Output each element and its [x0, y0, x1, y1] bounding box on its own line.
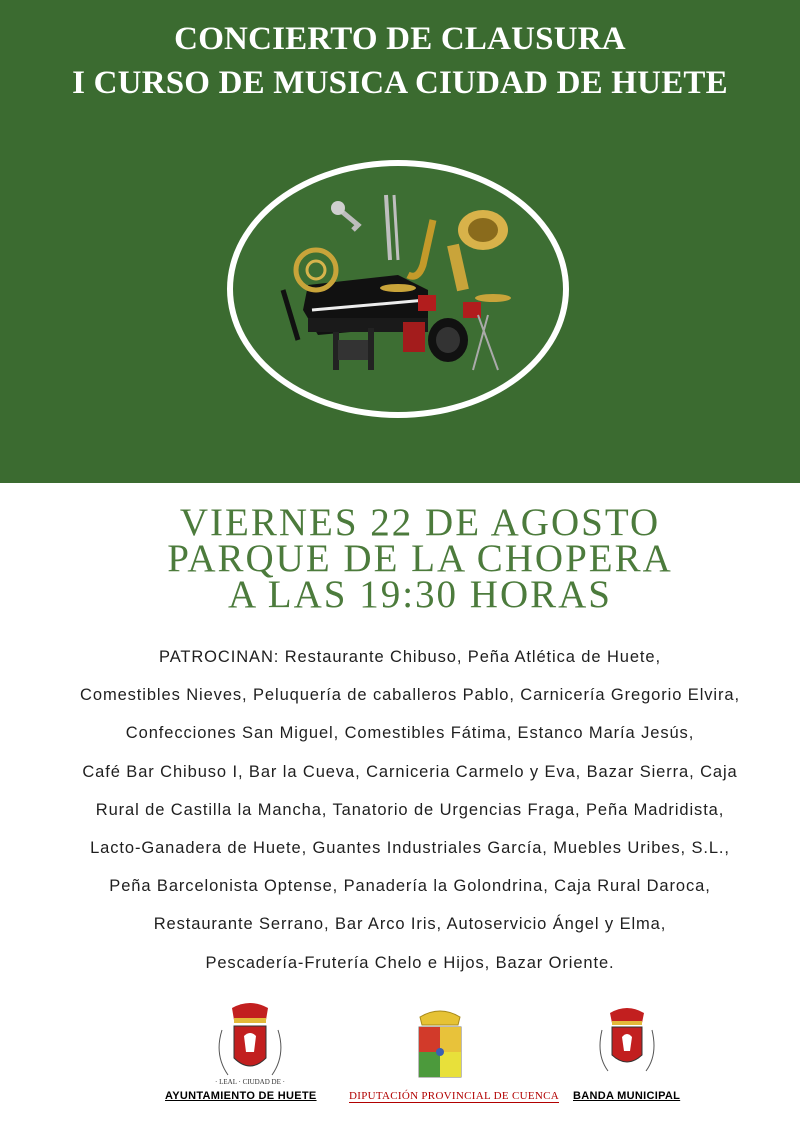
- sponsor-line: PATROCINAN: Restaurante Chibuso, Peña Atlética de Huete,: [159, 648, 661, 666]
- coat-of-arms-banda-icon: [592, 1005, 662, 1085]
- svg-text:· LEAL · CIUDAD DE ·: · LEAL · CIUDAD DE ·: [215, 1078, 285, 1086]
- ayuntamiento-label: AYUNTAMIENTO DE HUETE: [165, 1090, 317, 1102]
- sponsors-text: [20, 638, 800, 982]
- sponsor-line: Lacto-Ganadera de Huete, Guantes Industriales García, Muebles Uribes, S.L.,: [90, 839, 730, 858]
- sponsor-line: Rural de Castilla la Mancha, Tanatorio de Urgencias Fraga, Peña Madridista,: [95, 800, 725, 819]
- sponsor-line: Café Bar Chibuso I, Bar la Cueva, Carniceria Carmelo y Eva, Bazar Sierra, Caja: [82, 762, 738, 781]
- coat-of-arms-cuenca-icon: [405, 1005, 475, 1090]
- diputacion-label: DIPUTACIÓN PROVINCIAL DE CUENCA: [349, 1090, 559, 1102]
- title-line-2: I CURSO DE MUSICA CIUDAD DE HUETE: [72, 65, 728, 101]
- banda-label: BANDA MUNICIPAL: [573, 1090, 681, 1102]
- coat-of-arms-huete-icon: [210, 1000, 290, 1090]
- sponsor-line: Pescadería-Frutería Chelo e Hijos, Bazar Oriente.: [205, 953, 615, 972]
- event-place: PARQUE DE LA CHOPERA: [167, 537, 673, 580]
- musical-instruments-icon: [278, 190, 528, 390]
- header-banner: [0, 0, 800, 483]
- sponsor-line: Peña Barcelonista Optense, Panadería la Golondrina, Caja Rural Daroca,: [109, 877, 711, 896]
- sponsor-line: Comestibles Nieves, Peluquería de caballeros Pablo, Carnicería Gregorio Elvira,: [80, 686, 740, 705]
- sponsor-line: Restaurante Serrano, Bar Arco Iris, Autoservicio Ángel y Elma,: [153, 915, 667, 934]
- sponsor-line: Confecciones San Miguel, Comestibles Fátima, Estanco María Jesús,: [125, 724, 695, 743]
- title-line-1: CONCIERTO DE CLAUSURA: [174, 21, 626, 57]
- event-time: A LAS 19:30 HORAS: [228, 573, 612, 616]
- event-date: VIERNES 22 DE AGOSTO: [179, 501, 661, 544]
